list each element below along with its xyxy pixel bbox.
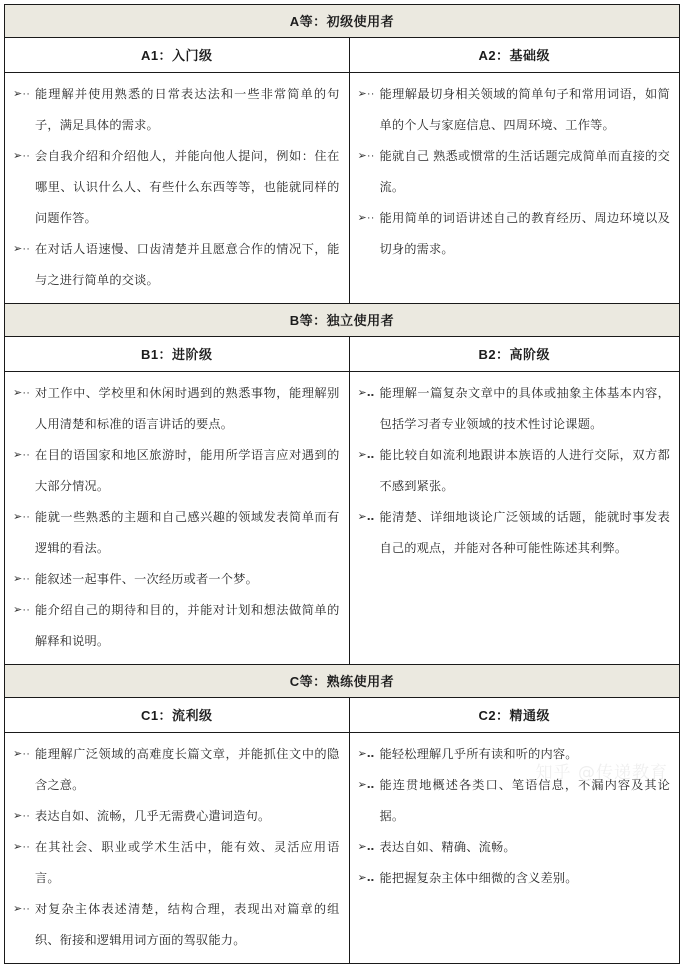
arrow-bullet-icon: ➢‥ (357, 841, 375, 853)
descriptor-text: 能轻松理解几乎所有读和听的内容。 (379, 747, 578, 761)
descriptor-list (13, 739, 340, 956)
descriptor-item (358, 440, 671, 502)
level-header-row (5, 337, 680, 372)
band-header-row (5, 665, 680, 698)
cefr-level-table (4, 4, 680, 964)
descriptor-cell (349, 372, 680, 665)
descriptor-text: 能把握复杂主体中细微的含义差别。 (379, 871, 578, 885)
descriptor-text: 会自我介绍和介绍他人，并能向他人提问，例如：住在哪里、认识什么人、有些什么东西等等，也能就同样的问题作答。 (35, 149, 340, 225)
descriptor-text: 能理解广泛领域的高难度长篇文章，并能抓住文中的隐含之意。 (35, 747, 340, 792)
arrow-bullet-icon: ➢·· (13, 150, 31, 162)
level-title: A2：基础级 (349, 38, 680, 73)
arrow-bullet-icon: ➢·· (13, 243, 31, 255)
descriptor-item (358, 502, 671, 564)
table-body (5, 5, 680, 964)
descriptor-item (358, 378, 671, 440)
descriptor-item (13, 502, 340, 564)
arrow-bullet-icon: ➢·· (13, 387, 31, 399)
descriptor-text: 能理解一篇复杂文章中的具体或抽象主体基本内容，包括学习者专业领域的技术性讨论课题。 (379, 386, 670, 431)
descriptor-item (13, 801, 340, 832)
descriptor-item (13, 564, 340, 595)
descriptor-text: 对复杂主体表述清楚，结构合理，表现出对篇章的组织、衔接和逻辑用词方面的驾驭能力。 (35, 902, 340, 947)
level-title: A1：入门级 (5, 38, 350, 73)
descriptor-text: 能比较自如流利地跟讲本族语的人进行交际，双方都不感到紧张。 (379, 448, 670, 493)
arrow-bullet-icon: ➢·· (13, 604, 31, 616)
arrow-bullet-icon: ➢‥ (357, 511, 375, 523)
descriptor-item (13, 79, 340, 141)
arrow-bullet-icon: ➢·· (13, 511, 31, 523)
arrow-bullet-icon: ➢‥ (357, 387, 375, 399)
descriptor-cell (5, 733, 350, 964)
descriptor-row (5, 372, 680, 665)
descriptor-text: 对工作中、学校里和休闲时遇到的熟悉事物，能理解别人用清楚和标准的语言讲话的要点。 (35, 386, 340, 431)
descriptor-text: 能用简单的词语讲述自己的教育经历、周边环境以及切身的需求。 (379, 211, 670, 256)
descriptor-cell (5, 372, 350, 665)
arrow-bullet-icon: ➢·· (357, 150, 375, 162)
descriptor-list (13, 378, 340, 657)
descriptor-item (358, 141, 671, 203)
descriptor-list (358, 378, 671, 564)
band-title: A等：初级使用者 (5, 5, 680, 38)
descriptor-item (13, 141, 340, 234)
level-title: B2：高阶级 (349, 337, 680, 372)
descriptor-item (358, 79, 671, 141)
arrow-bullet-icon: ➢·· (13, 573, 31, 585)
arrow-bullet-icon: ➢‥ (357, 449, 375, 461)
descriptor-item (13, 739, 340, 801)
descriptor-text: 在对话人语速慢、口齿清楚并且愿意合作的情况下，能与之进行简单的交谈。 (35, 242, 340, 287)
descriptor-item (358, 863, 671, 894)
arrow-bullet-icon: ➢‥ (357, 779, 375, 791)
descriptor-text: 在其社会、职业或学术生活中，能有效、灵活应用语言。 (35, 840, 340, 885)
descriptor-text: 表达自如、流畅，几乎无需费心遣词造句。 (35, 809, 271, 823)
descriptor-cell (5, 73, 350, 304)
descriptor-item (13, 234, 340, 296)
descriptor-cell (349, 73, 680, 304)
descriptor-text: 能理解并使用熟悉的日常表达法和一些非常简单的句子，满足具体的需求。 (35, 87, 340, 132)
arrow-bullet-icon: ➢·· (13, 449, 31, 461)
arrow-bullet-icon: ➢·· (13, 903, 31, 915)
arrow-bullet-icon: ➢·· (13, 748, 31, 760)
band-header-row (5, 5, 680, 38)
arrow-bullet-icon: ➢‥ (357, 872, 375, 884)
level-title: C1：流利级 (5, 698, 350, 733)
descriptor-text: 在目的语国家和地区旅游时，能用所学语言应对遇到的大部分情况。 (35, 448, 340, 493)
descriptor-text: 能就一些熟悉的主题和自己感兴趣的领域发表简单而有逻辑的看法。 (35, 510, 340, 555)
descriptor-item (13, 440, 340, 502)
descriptor-text: 能介绍自己的期待和目的，并能对计划和想法做简单的解释和说明。 (35, 603, 340, 648)
arrow-bullet-icon: ➢·· (357, 88, 375, 100)
descriptor-text: 能清楚、详细地谈论广泛领域的话题，能就时事发表自己的观点，并能对各种可能性陈述其利弊。 (379, 510, 670, 555)
arrow-bullet-icon: ➢·· (13, 88, 31, 100)
arrow-bullet-icon: ➢‥ (357, 748, 375, 760)
descriptor-list (13, 79, 340, 296)
descriptor-item (13, 378, 340, 440)
band-title: C等：熟练使用者 (5, 665, 680, 698)
descriptor-item (13, 894, 340, 956)
band-header-row (5, 304, 680, 337)
level-header-row (5, 698, 680, 733)
descriptor-text: 能连贯地概述各类口、笔语信息，不漏内容及其论据。 (379, 778, 670, 823)
level-title: C2：精通级 (349, 698, 680, 733)
descriptor-item (13, 595, 340, 657)
descriptor-text: 表达自如、精确、流畅。 (379, 840, 516, 854)
arrow-bullet-icon: ➢·· (357, 212, 375, 224)
descriptor-item (358, 832, 671, 863)
watermark: 知乎 @传递教育 (535, 763, 668, 783)
arrow-bullet-icon: ➢·· (13, 841, 31, 853)
level-header-row (5, 38, 680, 73)
band-title: B等：独立使用者 (5, 304, 680, 337)
descriptor-row (5, 73, 680, 304)
descriptor-text: 能就自己 熟悉或惯常的生活话题完成简单而直接的交流。 (379, 149, 670, 194)
descriptor-text: 能叙述一起事件、一次经历或者一个梦。 (35, 572, 258, 586)
descriptor-text: 能理解最切身相关领域的简单句子和常用词语，如简单的个人与家庭信息、四周环境、工作等。 (379, 87, 670, 132)
arrow-bullet-icon: ➢·· (13, 810, 31, 822)
descriptor-item (13, 832, 340, 894)
level-title: B1：进阶级 (5, 337, 350, 372)
descriptor-item (358, 203, 671, 265)
descriptor-list (358, 79, 671, 265)
